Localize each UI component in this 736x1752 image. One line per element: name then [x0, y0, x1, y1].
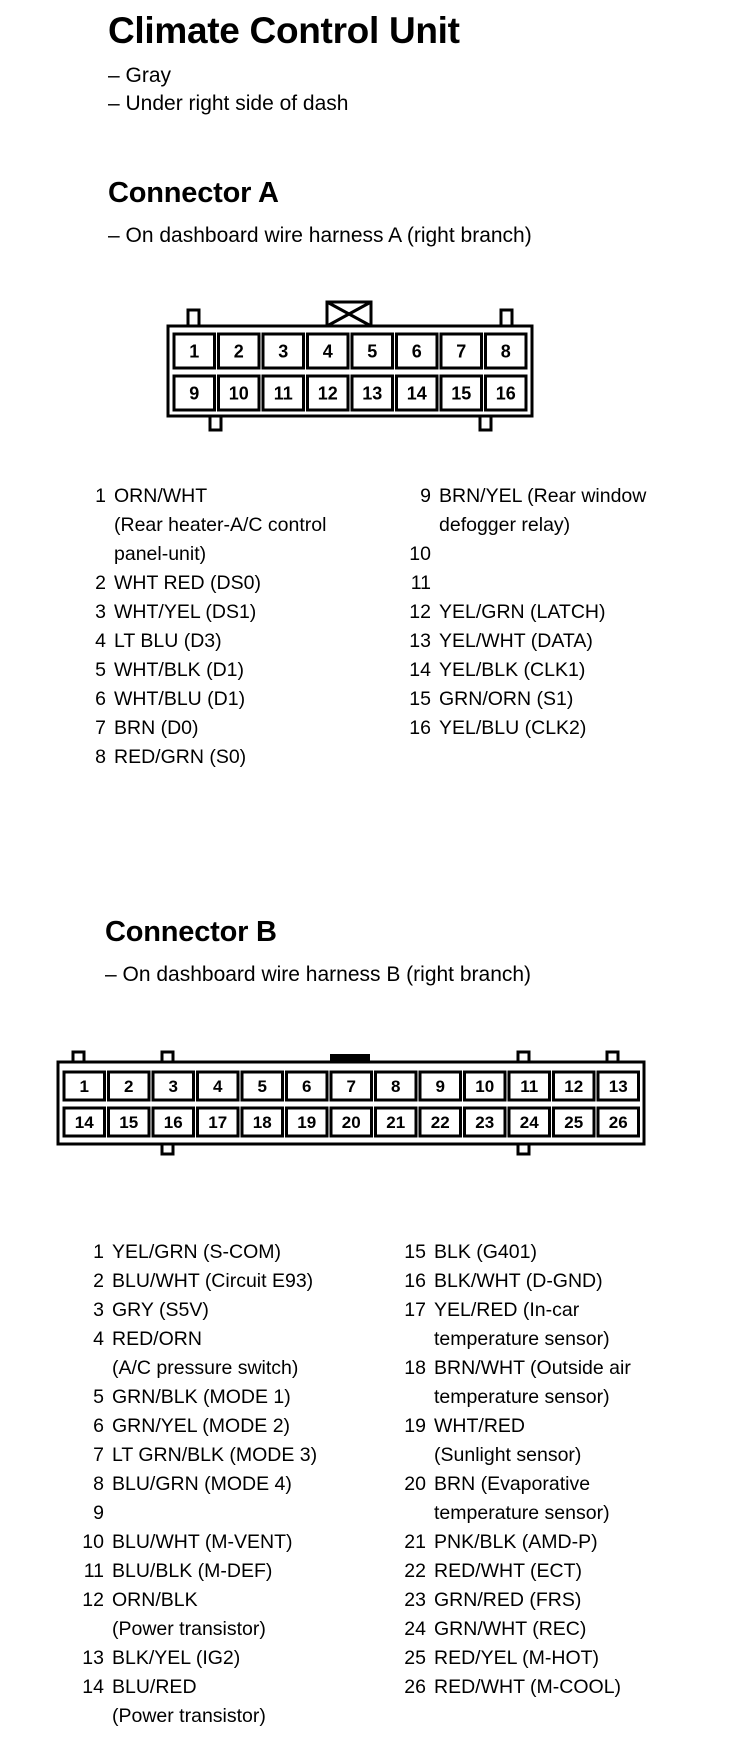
pin-cavity-label: 7 — [346, 1077, 356, 1097]
pin-number: 15 — [404, 1241, 426, 1263]
pin-cavity-label: 14 — [74, 1113, 94, 1133]
pin-cavity-label: 3 — [168, 1077, 178, 1097]
connector-b-pinout-left — [78, 1238, 388, 1731]
connector-a-pin-row — [80, 569, 380, 598]
pin-cavity-label: 22 — [430, 1113, 450, 1133]
pin-description: YEL/WHT (DATA) — [439, 630, 593, 652]
pin-number: 25 — [404, 1647, 426, 1669]
pin-number: 11 — [410, 572, 431, 594]
pin-number: 12 — [82, 1589, 104, 1611]
connector-a-location: – On dashboard wire harness A (right branch) — [108, 224, 532, 247]
pin-number: 5 — [95, 659, 106, 681]
connector-a-diagram — [0, 290, 736, 450]
pin-description: WHT/BLU (D1) — [114, 688, 246, 710]
connector-a-pin-row — [80, 714, 380, 743]
pin-cavity-label: 21 — [386, 1113, 406, 1133]
pin-number: 6 — [95, 688, 106, 710]
pin-description: YEL/BLU (CLK2) — [439, 717, 587, 739]
pin-cavity-label: 2 — [124, 1077, 134, 1097]
connector-b-pin-row — [400, 1615, 730, 1644]
pin-description: RED/ORN — [112, 1328, 202, 1350]
connector-b-pin-row — [400, 1441, 730, 1470]
pin-description: ORN/BLK — [112, 1589, 198, 1611]
pin-description: LT BLU (D3) — [114, 630, 222, 652]
pin-number: 2 — [93, 1270, 104, 1292]
connector-a-pin-row — [405, 714, 725, 743]
pin-number: 4 — [93, 1328, 104, 1350]
connector-a-pin-row — [80, 627, 380, 656]
pin-cavity-label: 11 — [520, 1077, 539, 1097]
pin-cavity-label: 5 — [367, 341, 378, 362]
pin-cavity-label: 25 — [564, 1113, 584, 1133]
connector-b-pin-row — [78, 1470, 388, 1499]
pin-number: 22 — [404, 1560, 426, 1582]
pin-description: GRN/BLK (MODE 1) — [112, 1386, 291, 1408]
pin-number: 14 — [409, 659, 431, 681]
pin-number: 10 — [409, 543, 431, 565]
pin-number: 13 — [409, 630, 431, 652]
pin-number: 5 — [93, 1386, 104, 1408]
pin-number: 12 — [409, 601, 431, 623]
pin-cavity-label: 2 — [233, 341, 244, 362]
connector-b-pin-row — [400, 1528, 730, 1557]
unit-color-note: – Gray — [108, 64, 172, 87]
pin-cavity-label: 7 — [456, 341, 467, 362]
pin-cavity-label: 23 — [475, 1113, 495, 1133]
pin-description: panel-unit) — [114, 543, 207, 565]
connector-a-pin-row — [405, 598, 725, 627]
pin-cavity-label: 9 — [435, 1077, 445, 1097]
page-title: Climate Control Unit — [108, 10, 460, 51]
pin-description: temperature sensor) — [434, 1328, 610, 1350]
pin-description: YEL/BLK (CLK1) — [439, 659, 586, 681]
connector-b-pin-row — [78, 1586, 388, 1615]
pin-description: WHT/YEL (DS1) — [114, 601, 257, 623]
pin-description: BLU/BLK (M-DEF) — [112, 1560, 273, 1582]
pin-description: GRN/YEL (MODE 2) — [112, 1415, 291, 1437]
pin-cavity-label: 15 — [119, 1113, 139, 1133]
connector-b-pin-row — [78, 1557, 388, 1586]
connector-b-pin-row — [78, 1528, 388, 1557]
pin-cavity-label: 10 — [475, 1077, 495, 1097]
pin-description: WHT/BLK (D1) — [114, 659, 245, 681]
connector-a-pin-row — [80, 598, 380, 627]
connector-b-title: Connector B — [105, 916, 277, 948]
connector-b-pin-row — [78, 1238, 388, 1267]
connector-a-pin-row — [80, 743, 380, 772]
pin-number: 3 — [93, 1299, 104, 1321]
pin-description: RED/WHT (ECT) — [434, 1560, 583, 1582]
connector-b-pin-row — [78, 1383, 388, 1412]
pin-description: temperature sensor) — [434, 1386, 610, 1408]
connector-b-pin-row — [78, 1267, 388, 1296]
pin-cavity-label: 19 — [297, 1113, 317, 1133]
connector-b-pin-row — [400, 1354, 730, 1383]
pin-description: (Power transistor) — [112, 1705, 266, 1727]
pin-description: BLU/GRN (MODE 4) — [112, 1473, 292, 1495]
connector-b-pin-row — [400, 1557, 730, 1586]
connector-b-pin-row — [78, 1441, 388, 1470]
pin-number: 13 — [82, 1647, 104, 1669]
pin-number: 1 — [95, 485, 106, 507]
pin-description: BLU/RED — [112, 1676, 197, 1698]
connector-b-pin-row — [400, 1470, 730, 1499]
pin-number: 8 — [93, 1473, 104, 1495]
connector-a-pin-row — [405, 627, 725, 656]
pin-number: 7 — [93, 1444, 104, 1466]
connector-a-pinout-left — [80, 482, 380, 772]
pin-description: GRN/WHT (REC) — [434, 1618, 587, 1640]
connector-b-pinout-right — [400, 1238, 730, 1702]
pin-description: (Power transistor) — [112, 1618, 266, 1640]
pin-cavity-label: 8 — [500, 341, 511, 362]
pin-cavity-label: 13 — [362, 383, 383, 404]
pin-description: YEL/GRN (LATCH) — [439, 601, 606, 623]
connector-a-pin-row — [80, 656, 380, 685]
connector-b-pin-row — [400, 1586, 730, 1615]
pin-cavity-label: 4 — [322, 341, 333, 362]
connector-b-pin-row — [78, 1644, 388, 1673]
pin-cavity-label: 16 — [163, 1113, 183, 1133]
pin-description: RED/GRN (S0) — [114, 746, 247, 768]
pin-cavity-label: 9 — [189, 383, 200, 404]
pin-description: (A/C pressure switch) — [112, 1357, 299, 1379]
pin-cavity-label: 12 — [317, 383, 338, 404]
pin-cavity-label: 12 — [564, 1077, 584, 1097]
connector-b-pin-row — [78, 1702, 388, 1731]
connector-b-pin-row — [78, 1296, 388, 1325]
pin-cavity-label: 15 — [451, 383, 472, 404]
pin-description: WHT/RED — [434, 1415, 525, 1437]
connector-b-pin-row — [400, 1296, 730, 1325]
connector-b-pin-row — [400, 1383, 730, 1412]
connector-a-pin-row — [405, 540, 725, 569]
connector-b-pin-row — [400, 1644, 730, 1673]
pin-number: 20 — [404, 1473, 426, 1495]
connector-a-pin-row — [405, 569, 725, 598]
pin-number: 24 — [404, 1618, 426, 1640]
connector-a-pin-row — [80, 511, 380, 540]
pin-number: 18 — [404, 1357, 426, 1379]
connector-b-pin-row — [400, 1412, 730, 1441]
pin-cavity-label: 16 — [495, 383, 516, 404]
pin-description: RED/WHT (M-COOL) — [434, 1676, 622, 1698]
pin-number: 7 — [95, 717, 106, 739]
pin-description: BRN/WHT (Outside air — [434, 1357, 631, 1379]
pin-description: (Rear heater-A/C control — [114, 514, 327, 536]
pin-description: GRY (S5V) — [112, 1299, 209, 1321]
pin-number: 3 — [95, 601, 106, 623]
pin-description: BRN (Evaporative — [434, 1473, 591, 1495]
pin-number: 9 — [420, 485, 431, 507]
pin-cavity-label: 4 — [213, 1077, 223, 1097]
pin-description: BLK/YEL (IG2) — [112, 1647, 241, 1669]
connector-b-pin-row — [78, 1412, 388, 1441]
pin-description: BRN/YEL (Rear window — [439, 485, 647, 507]
connector-a-pinout-right — [405, 482, 725, 743]
connector-b-pin-row — [78, 1615, 388, 1644]
pin-cavity-label: 10 — [228, 383, 249, 404]
pin-description: BLK (G401) — [434, 1241, 537, 1263]
connector-a-pin-row — [80, 482, 380, 511]
pin-description: BRN (D0) — [114, 717, 199, 739]
pin-number: 4 — [95, 630, 106, 652]
pin-description: BLK/WHT (D-GND) — [434, 1270, 603, 1292]
pin-number: 6 — [93, 1415, 104, 1437]
connector-b-pin-row — [78, 1325, 388, 1354]
pin-number: 16 — [404, 1270, 426, 1292]
pin-cavity-label: 26 — [608, 1113, 628, 1133]
pin-cavity-label: 1 — [79, 1077, 89, 1097]
pin-cavity-label: 1 — [189, 341, 200, 362]
connector-a-pin-row — [80, 685, 380, 714]
pin-description: RED/YEL (M-HOT) — [434, 1647, 600, 1669]
connector-b-location: – On dashboard wire harness B (right branch) — [105, 963, 532, 986]
pin-description: GRN/RED (FRS) — [434, 1589, 582, 1611]
pin-number: 10 — [82, 1531, 104, 1553]
pin-cavity-label: 11 — [273, 383, 293, 404]
pin-description: GRN/ORN (S1) — [439, 688, 574, 710]
pin-number: 19 — [404, 1415, 426, 1437]
pin-cavity-label: 18 — [252, 1113, 272, 1133]
connector-a-pin-row — [405, 482, 725, 511]
pin-description: BLU/WHT (Circuit E93) — [112, 1270, 314, 1292]
connector-b-pin-row — [78, 1354, 388, 1383]
connector-a-pin-row — [405, 656, 725, 685]
pin-number: 14 — [82, 1676, 104, 1698]
pin-cavity-label: 24 — [519, 1113, 539, 1133]
connector-a-title: Connector A — [108, 177, 279, 209]
connector-a-pin-row — [405, 685, 725, 714]
pin-number: 2 — [95, 572, 106, 594]
pin-cavity-label: 6 — [302, 1077, 312, 1097]
connector-a-pin-row — [80, 540, 380, 569]
pin-description: PNK/BLK (AMD-P) — [434, 1531, 598, 1553]
pin-number: 8 — [95, 746, 106, 768]
connector-b-pin-row — [400, 1499, 730, 1528]
pin-number: 17 — [404, 1299, 426, 1321]
connector-b-pin-row — [78, 1499, 388, 1528]
connector-b-pin-row — [400, 1673, 730, 1702]
pin-cavity-label: 13 — [608, 1077, 628, 1097]
pin-number: 26 — [404, 1676, 426, 1698]
pin-description: LT GRN/BLK (MODE 3) — [112, 1444, 318, 1466]
connector-b-pin-row — [400, 1325, 730, 1354]
pin-number: 1 — [93, 1241, 104, 1263]
pin-number: 21 — [404, 1531, 426, 1553]
pin-cavity-label: 17 — [208, 1113, 228, 1133]
pin-number: 11 — [83, 1560, 104, 1582]
connector-b-pin-row — [400, 1267, 730, 1296]
unit-location-note: – Under right side of dash — [108, 92, 349, 115]
pin-description: ORN/WHT — [114, 485, 208, 507]
pin-cavity-label: 6 — [411, 341, 422, 362]
pin-cavity-label: 5 — [257, 1077, 267, 1097]
pin-description: temperature sensor) — [434, 1502, 610, 1524]
pin-description: YEL/GRN (S-COM) — [112, 1241, 282, 1263]
pin-number: 15 — [409, 688, 431, 710]
pin-cavity-label: 14 — [406, 383, 427, 404]
connector-b-pin-row — [78, 1673, 388, 1702]
pin-number: 16 — [409, 717, 431, 739]
pin-cavity-label: 8 — [391, 1077, 401, 1097]
pin-cavity-label: 3 — [278, 341, 289, 362]
pin-number: 9 — [93, 1502, 104, 1524]
pin-description: (Sunlight sensor) — [434, 1444, 582, 1466]
pin-description: BLU/WHT (M-VENT) — [112, 1531, 293, 1553]
connector-b-diagram — [0, 1040, 736, 1170]
connector-a-pin-row — [405, 511, 725, 540]
pin-description: WHT RED (DS0) — [114, 572, 261, 594]
pin-cavity-label: 20 — [341, 1113, 361, 1133]
connector-b-pin-row — [400, 1238, 730, 1267]
pin-number: 23 — [404, 1589, 426, 1611]
pin-description: YEL/RED (In-car — [434, 1299, 580, 1321]
pin-description: defogger relay) — [439, 514, 571, 536]
